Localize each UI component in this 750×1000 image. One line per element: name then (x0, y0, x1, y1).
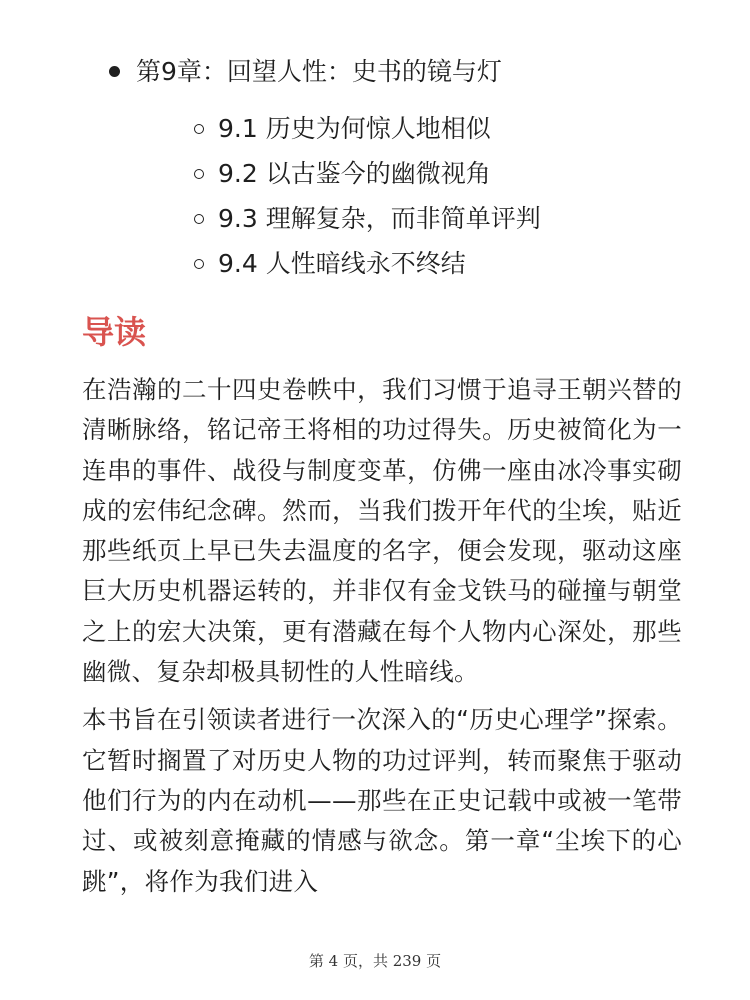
section-list (136, 106, 541, 286)
circle-bullet-icon (194, 259, 204, 269)
toc-section-item (136, 106, 541, 151)
section-title: 9.4 人性暗线永不终结 (218, 249, 466, 278)
table-of-contents (106, 50, 541, 286)
toc-chapter-item (106, 50, 541, 286)
toc-section-item (136, 196, 541, 241)
body-paragraph: 本书旨在引领读者进行一次深入的“历史心理学”探索。它暂时搁置了对历史人物的功过评判，转而聚焦于驱动他们行为的内在动机——那些在正史记载中或被一笔带过、或被刻意掩藏的情感与欲念。第一章“尘埃下的心跳”，将作为我们进入 (82, 705, 682, 896)
toc-section-item (136, 151, 541, 196)
circle-bullet-icon (194, 169, 204, 179)
circle-bullet-icon (194, 214, 204, 224)
section-title: 9.2 以古鉴今的幽微视角 (218, 159, 491, 188)
section-title: 9.3 理解复杂，而非简单评判 (218, 204, 541, 233)
bullet-icon (109, 66, 120, 77)
body-paragraph: 在浩瀚的二十四史卷帙中，我们习惯于追寻王朝兴替的清晰脉络，铭记帝王将相的功过得失。历史被简化为一连串的事件、战役与制度变革，仿佛一座由冰冷事实砌成的宏伟纪念碑。然而，当我们拨开年代的尘埃，贴近那些纸页上早已失去温度的名字，便会发现，驱动这座巨大历史机器运转的，并非仅有金戈铁马的碰撞与朝堂之上的宏大决策，更有潜藏在每个人物内心深处，那些幽微、复杂却极具韧性的人性暗线。 (82, 375, 682, 687)
page-number-footer: 第 4 页，共 239 页 (308, 952, 442, 970)
chapter-title: 第9章：回望人性：史书的镜与灯 (136, 57, 502, 86)
intro-body (82, 370, 682, 910)
section-heading: 导读 (82, 313, 147, 351)
toc-section-item (136, 241, 541, 286)
section-title: 9.1 历史为何惊人地相似 (218, 114, 491, 143)
circle-bullet-icon (194, 124, 204, 134)
